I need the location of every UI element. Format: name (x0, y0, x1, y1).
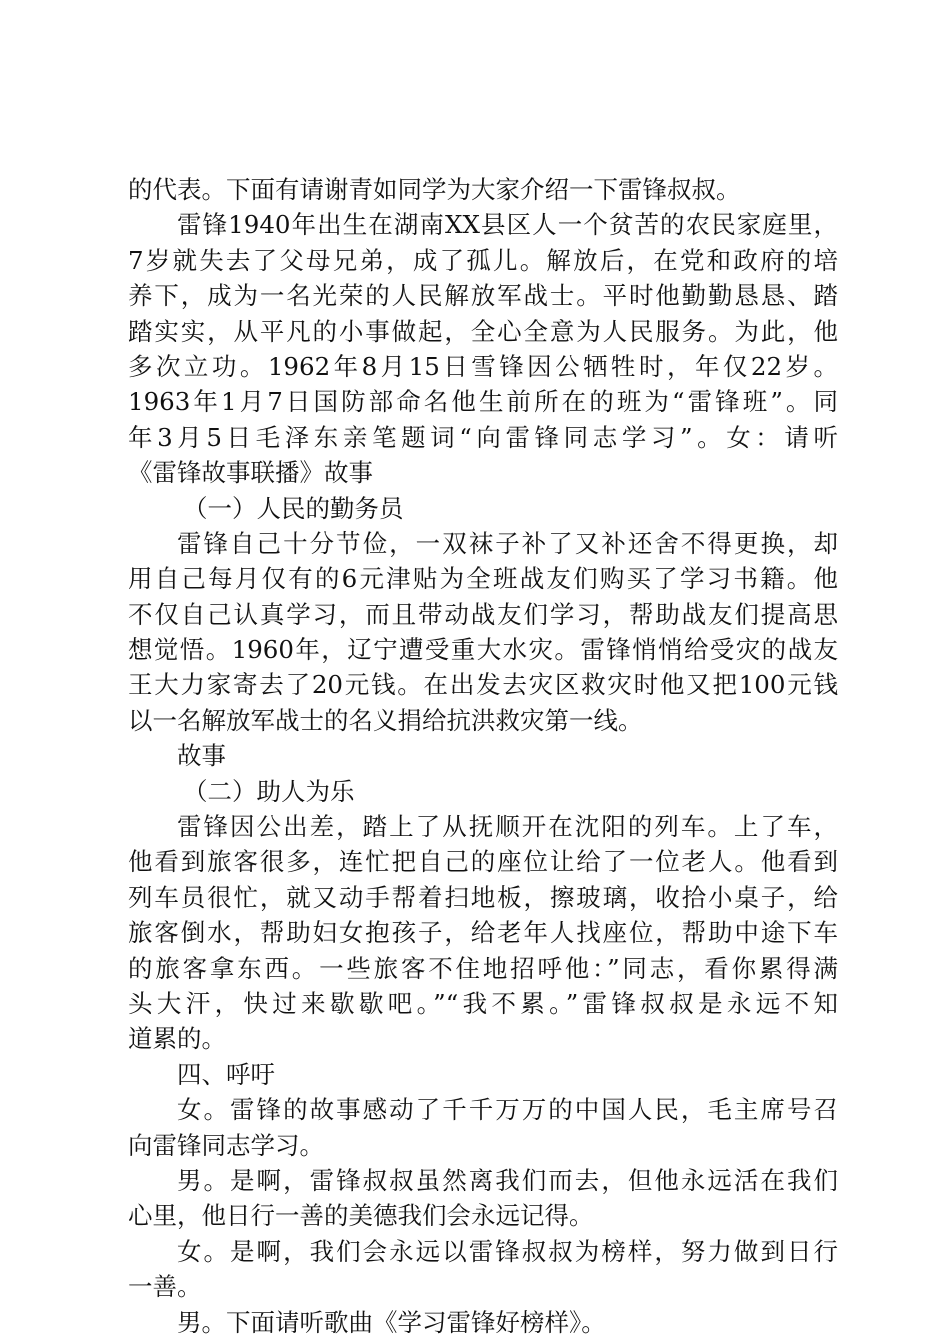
text-line: 他看到旅客很多，连忙把自己的座位让给了一位老人。他看到 (128, 847, 838, 877)
text-line: 多次立功。1962年8月15日雪锋因公牺牲时，年仅22岁。 (128, 351, 838, 381)
text-line: 旅客倒水，帮助妇女抱孩子，给老年人找座位，帮助中途下车 (128, 918, 838, 948)
text-line: 男。是啊，雷锋叔叔虽然离我们而去，但他永远活在我们 (177, 1165, 838, 1195)
text-line: 用自己每月仅有的6元津贴为全班战友们购买了学习书籍。他 (128, 564, 838, 594)
text-line: 以一名解放军战士的名义捐给抗洪救灾第一线。 (128, 705, 643, 735)
text-line: 雷锋1940年出生在湖南XX县区人一个贫苦的农民家庭里， (177, 210, 838, 240)
text-line: 1963年1月7日国防部命名他生前所在的班为“雷锋班”。同 (128, 387, 838, 417)
text-line: 女。雷锋的故事感动了千千万万的中国人民，毛主席号召 (177, 1095, 838, 1125)
text-line: 想觉悟。1960年，辽宁遭受重大水灾。雷锋悄悄给受灾的战友 (128, 635, 838, 665)
text-line: 的旅客拿东西。一些旅客不住地招呼他：”同志，看你累得满 (128, 953, 838, 983)
text-line: （一）人民的勤务员 (183, 493, 404, 523)
document-body (128, 172, 838, 1340)
text-line: 养下，成为一名光荣的人民解放军战士。平时他勤勤恳恳、踏 (128, 281, 838, 311)
text-line: 一善。 (128, 1272, 202, 1302)
text-line: 心里，他日行一善的美德我们会永远记得。 (128, 1201, 594, 1231)
text-line: 雷锋自己十分节俭，一双袜子补了又补还舍不得更换，却 (177, 528, 838, 558)
text-line: 《雷锋故事联播》故事 (128, 458, 373, 488)
text-line: 列车员很忙，就又动手帮着扫地板，擦玻璃，收拾小桌子，给 (128, 882, 838, 912)
text-line: 7岁就失去了父母兄弟，成了孤儿。解放后，在党和政府的培 (128, 245, 838, 275)
text-line: 故事 (177, 741, 226, 771)
text-line: 四、呼吁 (177, 1059, 275, 1089)
text-line: 不仅自己认真学习，而且带动战友们学习，帮助战友们提高思 (128, 599, 838, 629)
text-line: 的代表。下面有请谢青如同学为大家介绍一下雷锋叔叔。 (128, 175, 741, 204)
text-line: 向雷锋同志学习。 (128, 1130, 324, 1160)
text-line: 王大力家寄去了20元钱。在出发去灾区救灾时他又把100元钱 (128, 670, 838, 700)
text-line: 道累的。 (128, 1024, 226, 1054)
text-line: （二）助人为乐 (183, 776, 355, 806)
text-line: 男。下面请听歌曲《学习雷锋好榜样》。 (177, 1307, 606, 1337)
text-line: 女。是啊，我们会永远以雷锋叔叔为榜样，努力做到日行 (177, 1236, 838, 1266)
text-line: 踏实实，从平凡的小事做起，全心全意为人民服务。为此，他 (128, 316, 838, 346)
text-line: 雷锋因公出差，踏上了从抚顺开在沈阳的列车。上了车， (177, 812, 838, 842)
text-line: 头大汗，快过来歇歇吧。”“我不累。”雷锋叔叔是永远不知 (128, 988, 838, 1018)
text-line: 年3月5日毛泽东亲笔题词“向雷锋同志学习”。女：请听 (128, 422, 838, 452)
